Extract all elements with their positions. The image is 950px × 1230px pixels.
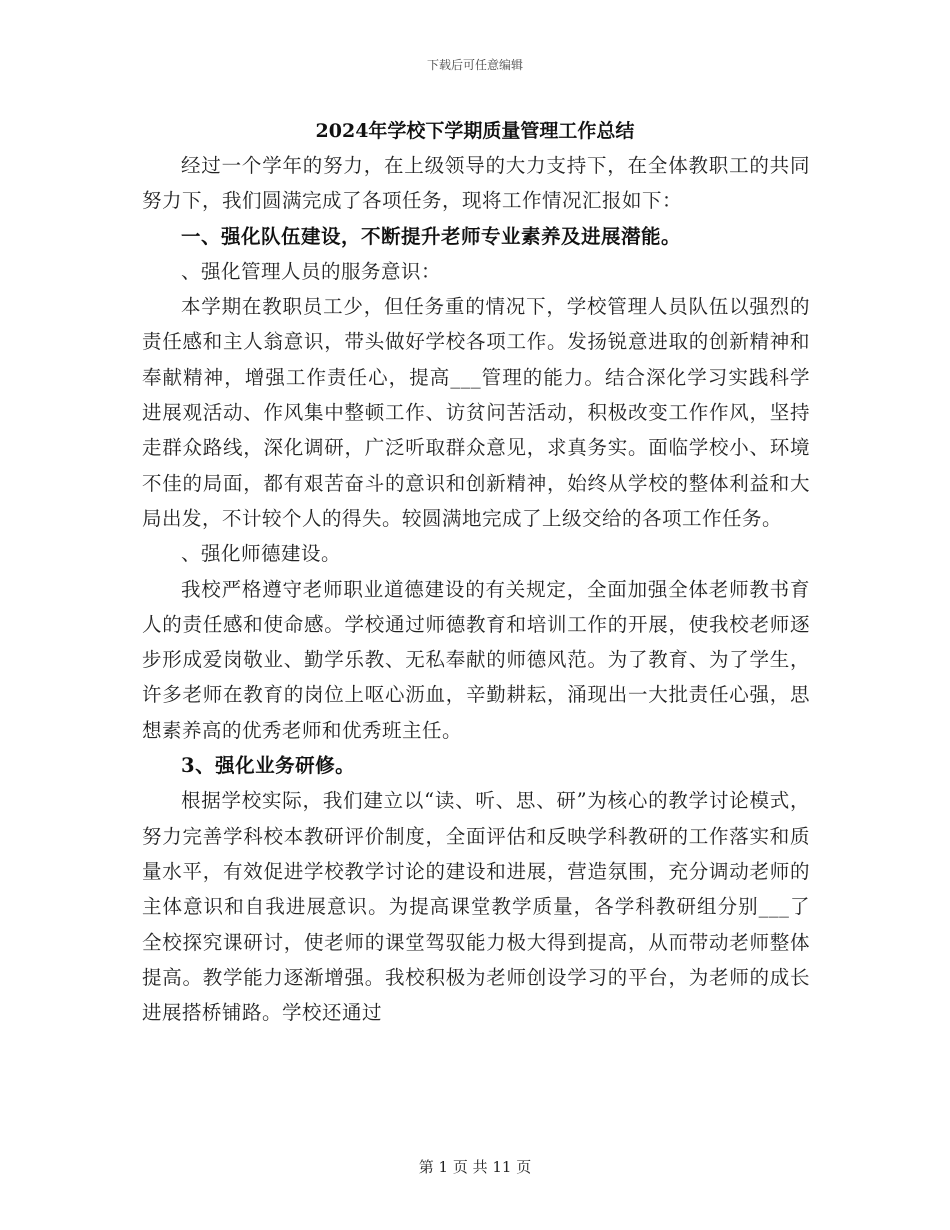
management-paragraph: 本学期在教职员工少，但任务重的情况下，学校管理人员队伍以强烈的责任感和主人翁意识，带头做好学校各项工作。发扬锐意进取的创新精神和奉献精神，增强工作责任心，提高___管理的能力。结合深化学习实践科学进展观活动、作风集中整顿工作、访贫问苦活动，积极改变工作作风，坚持走群众路线，深化调研，广泛听取群众意见，求真务实。面临学校小、环境不佳的局面，都有艰苦奋斗的意识和创新精神，始终从学校的整体利益和大局出发，不计较个人的得失。较圆满地完成了上级交给的各项工作任务。 [142,295,810,530]
subheading-ethics: 、强化师德建设。 [181,542,342,566]
subheading-research: 3、强化业务研修。 [181,754,356,778]
intro-paragraph: 经过一个学年的努力，在上级领导的大力支持下，在全体教职工的共同努力下，我们圆满完成了各项任务，现将工作情况汇报如下： [142,154,810,213]
page-footer: 第 1 页 共 11 页 [418,1158,532,1176]
section-heading-1: 一、强化队伍建设，不断提升老师专业素养及进展潜能。 [181,224,682,248]
header-note: 下载后可任意编辑 [426,58,523,72]
research-paragraph: 根据学校实际，我们建立以“读、听、思、研”为核心的教学讨论模式，努力完善学科校本教研评价制度，全面评估和反映学科教研的工作落实和质量水平，有效促进学校教学讨论的建设和进展，营造氛围，充分调动老师的主体意识和自我进展意识。为提高课堂教学质量，各学科教研组分别___了全校探究课研讨，使老师的课堂驾驭能力极大得到提高，从而带动老师整体提高。教学能力逐渐增强。我校积极为老师创设学习的平台，为老师的成长进展搭桥铺路。学校还通过 [142,789,810,1025]
ethics-paragraph: 我校严格遵守老师职业道德建设的有关规定，全面加强全体老师教书育人的责任感和使命感。学校通过师德教育和培训工作的开展，使我校老师逐步形成爱岗敬业、勤学乐教、无私奉献的师德风范。为了教育、为了学生，许多老师在教育的岗位上呕心沥血，辛勤耕耘，涌现出一大批责任心强，思想素养高的优秀老师和优秀班主任。 [142,577,810,742]
subheading-management: 、强化管理人员的服务意识： [181,259,442,283]
document-body [142,148,810,1030]
document-title: 2024年学校下学期质量管理工作总结 [315,120,635,142]
